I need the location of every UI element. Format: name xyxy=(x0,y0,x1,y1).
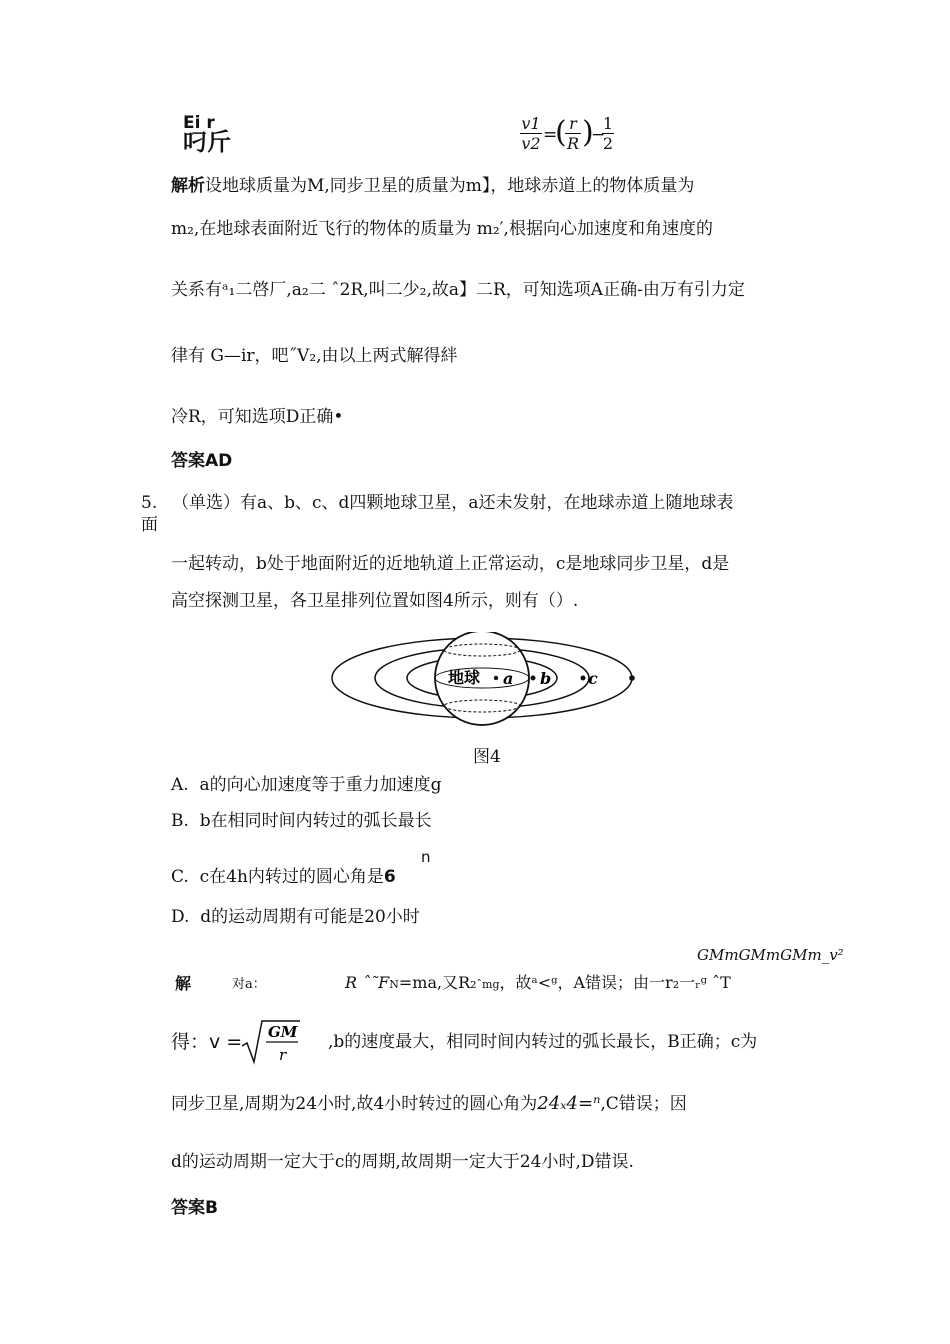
frac-r-R: $\frac{r}{R}$ xyxy=(566,114,580,153)
analysis-line-1 xyxy=(171,175,694,197)
option-d-letter: D. xyxy=(171,907,190,927)
satellite-d-dot xyxy=(629,675,635,681)
option-c-frac-num: n xyxy=(421,848,431,866)
satellite-a-dot xyxy=(494,676,498,680)
frac-half: $\frac{1}{2}$ xyxy=(602,114,614,153)
answer-ad: 答案AD xyxy=(171,451,233,471)
analysis-label: 解析 xyxy=(171,176,205,196)
analysis2-line-4: d的运动周期一定大于c的周期,故周期一定大于24小时,D错误. xyxy=(171,1152,634,1172)
option-b[interactable] xyxy=(171,810,432,832)
earth-label: 地球 xyxy=(448,668,481,687)
analysis2-line1-b: =ma,又R₂ xyxy=(398,973,477,992)
option-a-letter: A. xyxy=(171,775,189,795)
analysis2-line1-sub: N xyxy=(389,978,399,991)
answer-b: 答案B xyxy=(171,1198,218,1218)
question-number: 5. xyxy=(141,493,158,513)
analysis2-line-1 xyxy=(345,972,731,996)
paren-left: ( xyxy=(555,115,567,150)
option-c-frac-den: 6 xyxy=(383,867,396,887)
satellite-b-dot xyxy=(531,676,536,681)
option-c[interactable] xyxy=(171,866,396,888)
analysis-line-3: 关系有ᵃ₁二啓厂,a₂二 ˆ2R,叫二少₂,故a】二R，可知选项A正确-由万有引力定 xyxy=(171,280,745,300)
analysis2-line1-d: ，故ᵃ<ᵍ，A错误；由一r₂一ᵣᵍ ˆT xyxy=(499,973,731,992)
option-a-text: a的向心加速度等于重力加速度g xyxy=(199,775,442,795)
question-line-1b: 面 xyxy=(141,515,158,535)
frac-v1: $\frac{v1}{v2}$ xyxy=(521,114,541,153)
analysis-line-4: 律有 G—ir，吧˝V₂,由以上两式解得絆 xyxy=(171,346,458,366)
label-a: a xyxy=(503,669,514,688)
paren-right: ) xyxy=(582,115,594,150)
garbled-glyphs-bottom: 叼斤 xyxy=(183,128,231,156)
option-b-letter: B. xyxy=(171,811,189,831)
sqrt-num: GM xyxy=(268,1023,298,1041)
option-c-letter: C. xyxy=(171,867,189,887)
analysis2-dui: 对a： xyxy=(232,977,266,992)
option-c-text: c在4h内转过的圆心角是 xyxy=(199,867,384,887)
analysis2-label: 解 xyxy=(175,974,192,993)
analysis-line-2: m₂,在地球表面附近飞行的物体的质量为 m₂′,根据向心加速度和角速度的 xyxy=(171,219,713,239)
analysis-line-5: 冷R，可知选项D正确• xyxy=(171,407,344,427)
analysis-text-1: 设地球质量为M,同步卫星的质量为m】，地球赤道上的物体质量为 xyxy=(205,176,695,196)
analysis2-line3-x: 24ₓ4=ⁿ xyxy=(537,1093,601,1114)
question-line-3: 高空探测卫星，各卫星排列位置如图4所示，则有（）. xyxy=(171,591,579,611)
label-c: c xyxy=(588,669,598,688)
question-line-2: 一起转动，b处于地面附近的近地轨道上正常运动，c是地球同步卫星，d是 xyxy=(171,554,730,574)
garbled-glyphs-top: Ei r xyxy=(183,113,215,133)
sqrt-formula xyxy=(240,1018,302,1066)
analysis2-line1-a: R ˆ˜F xyxy=(345,973,390,992)
figure-caption: 图4 xyxy=(473,747,501,767)
satellite-c-dot xyxy=(581,676,586,681)
question-line-1: （单选）有a、b、c、d四颗地球卫星，a还未发射，在地球赤道上随地球表 xyxy=(172,493,734,513)
analysis2-line1-c: ˆmg xyxy=(476,978,500,991)
label-b: b xyxy=(540,669,552,688)
sqrt-den: r xyxy=(279,1046,287,1064)
analysis2-line-2: ,b的速度最大，相同时间内转过的弧长最长，B正确；c为 xyxy=(328,1032,758,1052)
option-b-text: b在相同时间内转过的弧长最长 xyxy=(199,811,432,831)
equals-sign: = xyxy=(543,125,558,145)
option-d-text: d的运动周期有可能是20小时 xyxy=(200,907,420,927)
analysis2-line3-b: ,C错误；因 xyxy=(600,1094,687,1114)
orbit-figure xyxy=(330,632,640,732)
formula-top-right: GMmGMmGMm_v² xyxy=(697,946,844,964)
analysis2-line3-a: 同步卫星,周期为24小时,故4小时转过的圆心角为 xyxy=(171,1094,538,1114)
analysis2-line-3 xyxy=(171,1093,687,1115)
minus-sign: − xyxy=(591,125,606,145)
analysis2-de: 得：v = xyxy=(171,1031,243,1053)
option-d[interactable] xyxy=(171,906,420,928)
option-a[interactable] xyxy=(171,774,442,796)
